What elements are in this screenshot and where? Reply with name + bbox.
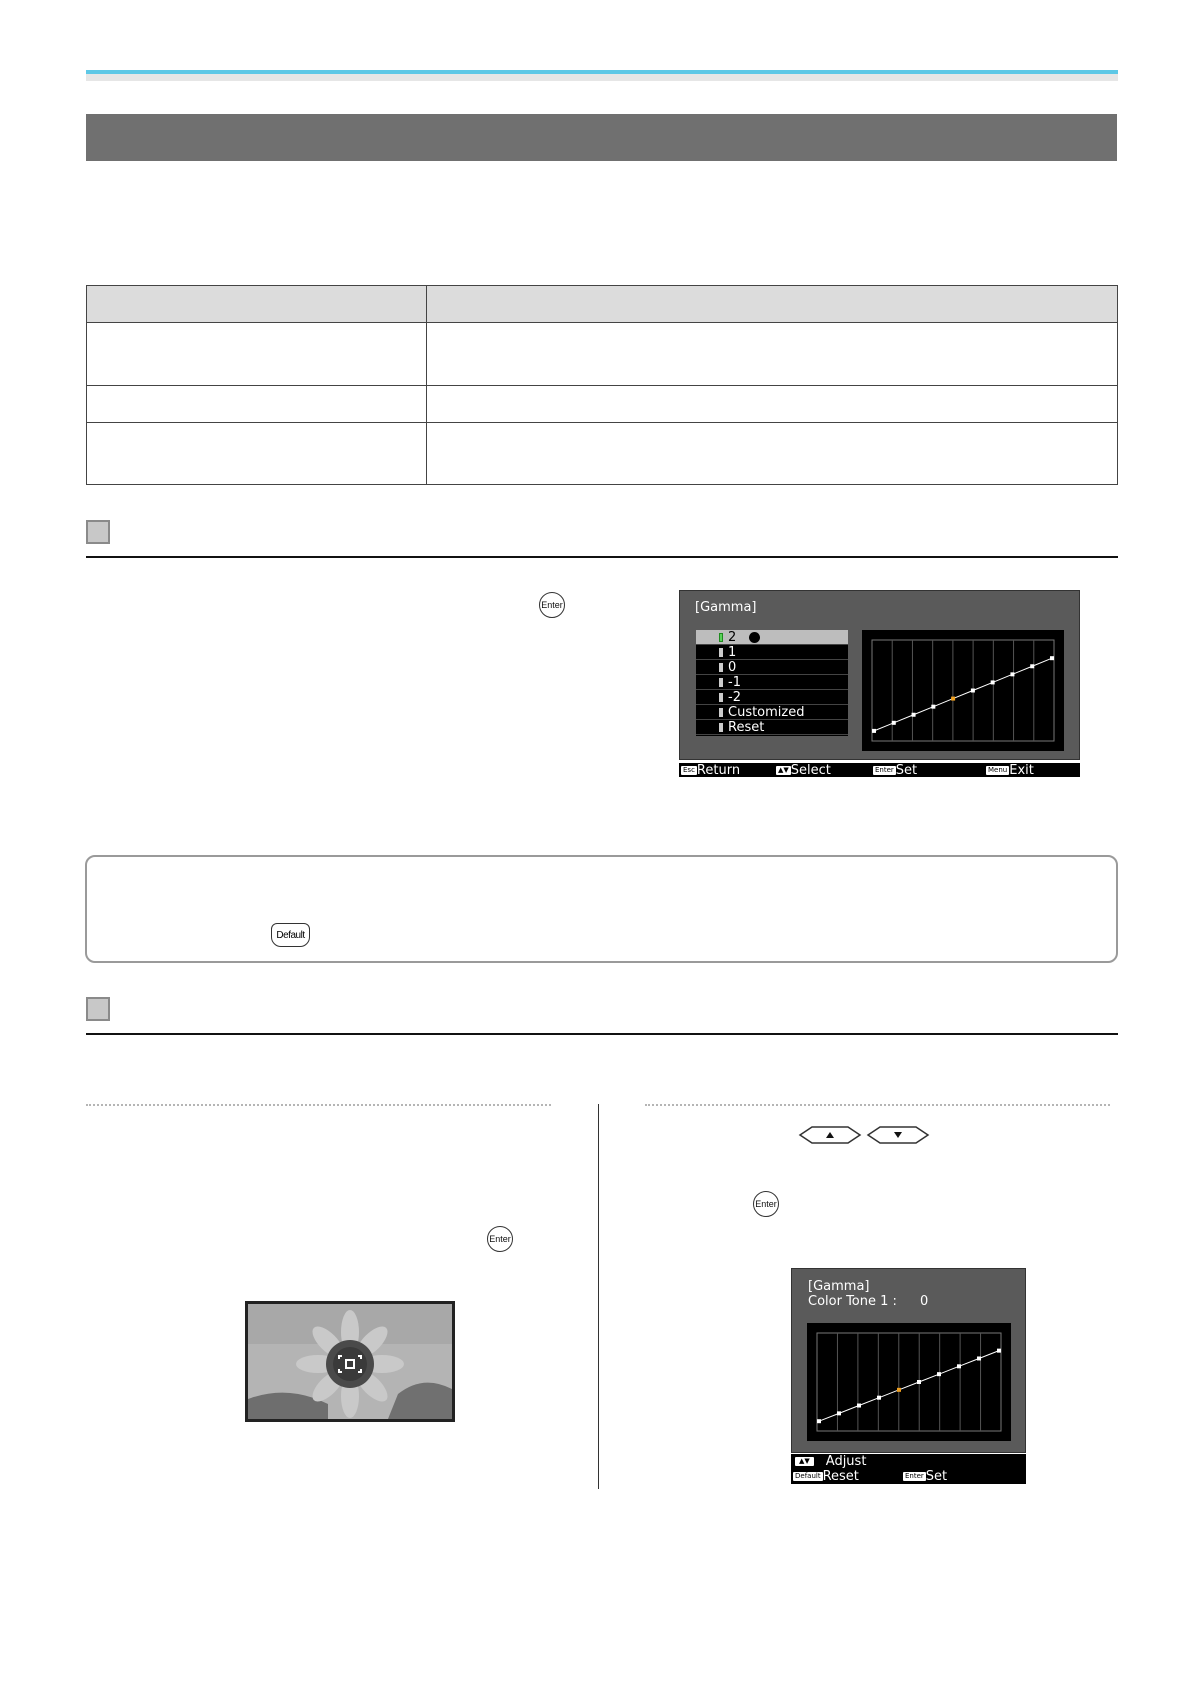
enter-key-icon: Enter: [905, 1472, 924, 1480]
table-row: [87, 423, 1118, 485]
hint-label: Exit: [1009, 763, 1034, 778]
table-cell: [87, 386, 427, 423]
gamma-point-highlighted: [951, 697, 955, 701]
gamma-point: [857, 1404, 861, 1408]
table-header-cell: [427, 286, 1118, 323]
gamma-point: [997, 1349, 1001, 1353]
enter-key-label: Enter: [541, 600, 563, 610]
table-row: [87, 323, 1118, 386]
gamma-point: [837, 1411, 841, 1415]
hint-label: Reset: [822, 1469, 859, 1484]
gamma-point: [1010, 672, 1014, 676]
gamma-option-label: -2: [728, 689, 741, 705]
option-marker-icon: [719, 723, 723, 732]
gamma-menu-bottom-bar: [679, 763, 1080, 777]
header-shadow-rule: [86, 74, 1118, 81]
up-down-key-icon: ▲▼: [795, 1457, 814, 1466]
right-column-rule: [645, 1104, 1110, 1106]
gamma-menu-osd: [679, 590, 1080, 760]
note-box: [85, 855, 1118, 963]
gamma-option-label: 0: [728, 659, 737, 675]
gamma-point: [931, 705, 935, 709]
default-key-label: Default: [276, 929, 305, 941]
option-marker-icon: [719, 678, 723, 687]
select-hint: [776, 763, 831, 778]
gamma-point: [817, 1419, 821, 1423]
gamma-option-1[interactable]: [696, 645, 848, 660]
gamma-option-minus-2[interactable]: [696, 690, 848, 705]
gamma-option-customized[interactable]: [696, 705, 848, 720]
gamma-option-2[interactable]: [696, 630, 848, 645]
gamma-point: [877, 1396, 881, 1400]
reset-hint: [793, 1469, 859, 1484]
enter-key-icon: [487, 1226, 513, 1252]
default-key-icon: [271, 923, 310, 947]
color-tone-title: [Gamma]: [808, 1279, 870, 1294]
up-down-key-icon: ▲▼: [778, 766, 789, 774]
hint-label: Set: [895, 763, 918, 778]
gamma-option-label: Customized: [728, 704, 805, 720]
section-marker-icon: [86, 520, 110, 544]
gamma-curve-chart: [862, 630, 1064, 751]
enter-key-icon: [753, 1191, 779, 1217]
set-hint: [873, 763, 917, 778]
graph-frame: [817, 1333, 1001, 1431]
option-marker-icon: [719, 693, 723, 702]
color-tone-graph-panel: [807, 1323, 1011, 1441]
color-tone-label: Color Tone 1 :: [808, 1294, 897, 1309]
hint-label: Select: [790, 763, 831, 778]
gamma-curve-line: [819, 1351, 999, 1422]
enter-key-icon: [539, 592, 565, 618]
gamma-option-label: 1: [728, 644, 737, 660]
gamma-point: [977, 1356, 981, 1360]
option-marker-icon: [719, 663, 723, 672]
gamma-point: [971, 689, 975, 693]
table-header-cell: [87, 286, 427, 323]
gamma-curve-line: [874, 658, 1052, 731]
gamma-point: [872, 729, 876, 733]
set-hint: [903, 1469, 947, 1484]
gamma-point: [917, 1380, 921, 1384]
gamma-point: [991, 680, 995, 684]
section-divider: [86, 556, 1118, 558]
gamma-option-0[interactable]: [696, 660, 848, 675]
selected-marker-icon: [719, 633, 723, 642]
table-cell: [427, 323, 1118, 386]
up-key-button: [798, 1125, 862, 1145]
gamma-point: [937, 1372, 941, 1376]
left-column-rule: [86, 1104, 551, 1106]
gamma-point: [892, 721, 896, 725]
gamma-options-list: [696, 630, 848, 736]
table-cell: [87, 423, 427, 485]
current-setting-icon: [749, 632, 760, 643]
gamma-point-highlighted: [897, 1388, 901, 1392]
enter-key-label: Enter: [489, 1234, 511, 1244]
gamma-graph-panel: [862, 630, 1064, 751]
hint-label: Set: [925, 1469, 948, 1484]
hint-label: Adjust: [825, 1454, 867, 1469]
enter-key-icon: Enter: [875, 766, 894, 774]
color-tone-osd: [791, 1268, 1026, 1453]
color-tone-bottom-bar: [791, 1454, 1026, 1484]
feature-table: [86, 285, 1118, 485]
down-key-button: [866, 1125, 930, 1145]
section-divider: [86, 1033, 1118, 1035]
table-row: [87, 386, 1118, 423]
graph-frame: [872, 640, 1054, 741]
gamma-point: [1050, 656, 1054, 660]
option-marker-icon: [719, 708, 723, 717]
sample-image: [245, 1301, 455, 1422]
default-key-icon: Default: [795, 1472, 821, 1480]
column-divider: [598, 1104, 599, 1489]
table-header-row: [87, 286, 1118, 323]
gamma-point: [957, 1364, 961, 1368]
esc-key-icon: Esc: [683, 766, 695, 774]
gamma-menu-title: [Gamma]: [695, 600, 757, 615]
color-tone-curve-chart: [807, 1323, 1011, 1441]
gamma-option-label: 2: [728, 629, 737, 645]
section-marker-icon: [86, 997, 110, 1021]
table-cell: [87, 323, 427, 386]
hint-label: Return: [696, 763, 741, 778]
menu-key-icon: Menu: [988, 766, 1008, 774]
table-cell: [427, 423, 1118, 485]
gamma-point: [1030, 664, 1034, 668]
adjust-hint: [795, 1454, 866, 1469]
section-title-bar: [86, 114, 1117, 161]
gamma-option-minus-1[interactable]: [696, 675, 848, 690]
sunflower-image: [248, 1304, 452, 1419]
gamma-option-label: Reset: [728, 719, 765, 735]
gamma-option-label: -1: [728, 674, 741, 690]
gamma-option-reset[interactable]: [696, 720, 848, 735]
option-marker-icon: [719, 648, 723, 657]
gamma-point: [912, 713, 916, 717]
enter-key-label: Enter: [755, 1199, 777, 1209]
exit-hint: [986, 763, 1034, 778]
color-tone-value: 0: [920, 1294, 929, 1309]
esc-return-hint: [681, 763, 740, 778]
table-cell: [427, 386, 1118, 423]
